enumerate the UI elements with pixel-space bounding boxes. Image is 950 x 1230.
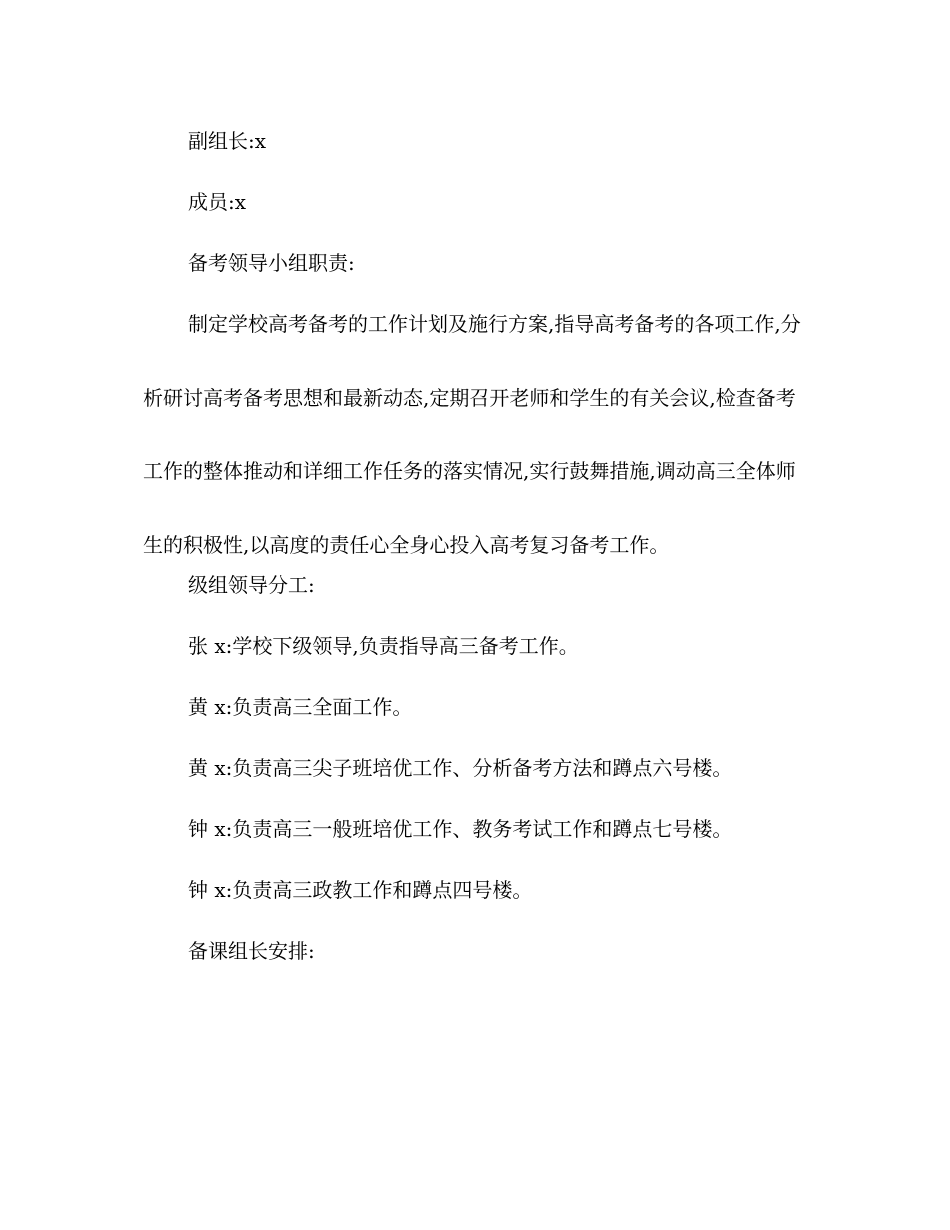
lesson-prep-heading: 备课组长安排: xyxy=(188,939,315,963)
duties-paragraph: 制定学校高考备考的工作计划及施行方案,指导高考备考的各项工作,分析研讨高考备考思想和最新动态,定期召开老师和学生的有关会议,检查备考工作的整体推动和详细工作任务的落实情况,实行鼓舞措施,调动高三全体师生的积极性,以高度的责任心全身心投入高考复习备考工作。 xyxy=(143,312,801,557)
assignment-item: 钟 x:负责高三一般班培优工作、教务考试工作和蹲点七号楼。 xyxy=(188,817,733,841)
group-duties-heading: 备考领导小组职责: xyxy=(188,251,355,275)
assignment-item: 钟 x:负责高三政教工作和蹲点四号楼。 xyxy=(188,878,533,902)
assignment-item: 张 x:学校下级领导,负责指导高三备考工作。 xyxy=(188,634,579,658)
assignment-item: 黄 x:负责高三尖子班培优工作、分析备考方法和蹲点六号楼。 xyxy=(188,756,733,780)
document-body xyxy=(143,126,808,997)
assignment-item: 黄 x:负责高三全面工作。 xyxy=(188,695,413,719)
leadership-division-heading: 级组领导分工: xyxy=(188,573,315,597)
deputy-leader-line: 副组长:x xyxy=(188,129,267,153)
members-line: 成员:x xyxy=(188,190,247,214)
